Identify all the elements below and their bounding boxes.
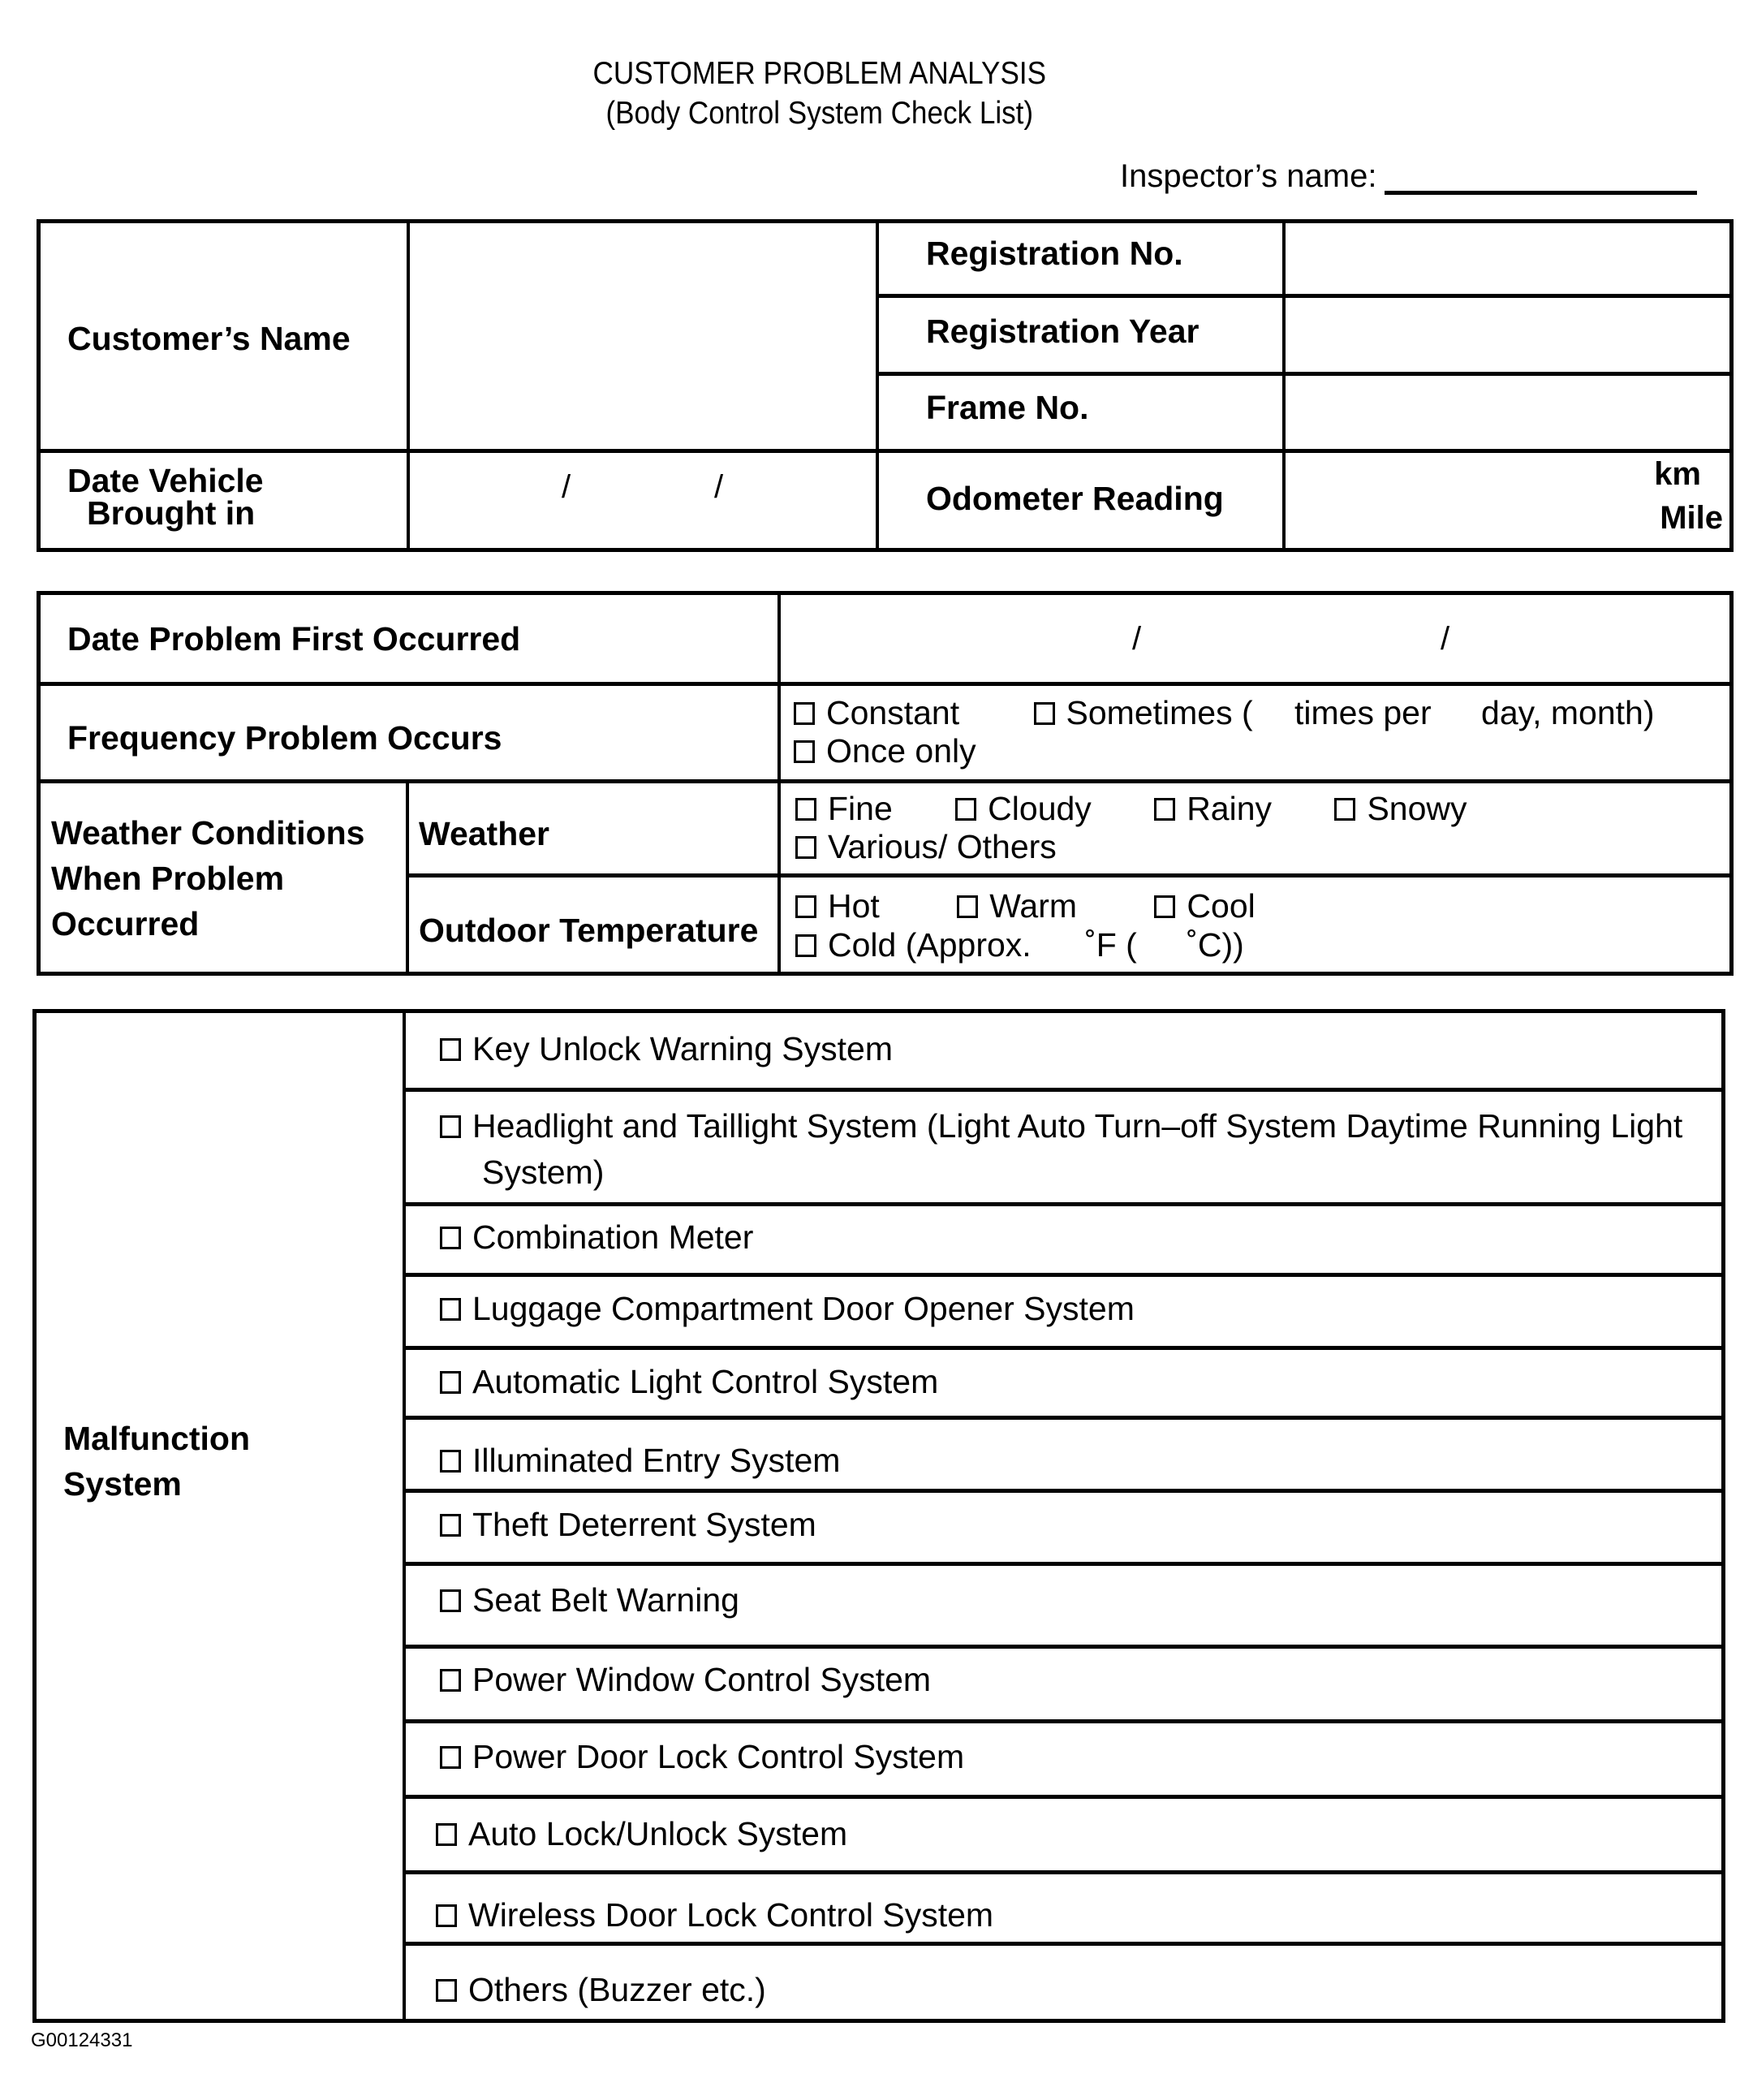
checkbox-icon[interactable] [440,1669,461,1692]
registration-year-label: Registration Year [926,313,1200,350]
fahrenheit-text: ˚F ( [1085,926,1137,964]
checkbox-icon[interactable] [795,934,816,957]
divider [1282,219,1286,552]
checkbox-icon[interactable] [440,1746,461,1769]
checkbox-icon[interactable] [440,1450,461,1473]
checkbox-icon[interactable] [1154,798,1175,821]
divider [403,1346,1725,1350]
weather-rainy-option[interactable]: Rainy [1154,789,1272,828]
form-title: CUSTOMER PROBLEM ANALYSIS [592,56,1047,91]
checkbox-icon[interactable] [436,1979,457,2002]
malfunction-item-headlight-taillight-cont: System) [482,1153,605,1191]
divider [403,1942,1725,1946]
checkbox-icon[interactable] [440,1115,461,1138]
malfunction-item-wireless-door-lock[interactable]: Wireless Door Lock Control System [436,1895,993,1934]
outdoor-temperature-label: Outdoor Temperature [419,912,759,949]
divider [876,219,879,552]
checkbox-icon[interactable] [436,1823,457,1846]
checkbox-icon[interactable] [1154,895,1175,918]
inspector-name-line[interactable] [1385,162,1697,195]
date-separator: / [1132,621,1142,657]
frequency-constant-option[interactable]: Constant [794,693,959,732]
figure-code: G00124331 [31,2029,133,2051]
weather-fine-option[interactable]: Fine [795,789,893,828]
frequency-once-only-option[interactable]: Once only [794,731,976,770]
divider [403,1273,1725,1277]
weather-label: Weather [419,815,550,852]
divider [403,1088,1725,1092]
divider [37,682,1734,686]
malfunction-item-theft-deterrent[interactable]: Theft Deterrent System [440,1505,816,1544]
checkbox-icon[interactable] [440,1589,461,1612]
checkbox-icon[interactable] [794,702,815,725]
celsius-text: ˚C)) [1187,926,1244,964]
checkbox-icon[interactable] [1334,798,1355,821]
temperature-hot-option[interactable]: Hot [795,886,880,925]
checkbox-icon[interactable] [795,798,816,821]
checkbox-icon[interactable] [440,1298,461,1321]
divider [403,1645,1725,1649]
form-subtitle: (Body Control System Check List) [605,96,1034,131]
frame-no-label: Frame No. [926,389,1089,426]
malfunction-item-automatic-light-control[interactable]: Automatic Light Control System [440,1362,938,1401]
checkbox-icon[interactable] [955,798,976,821]
date-brought-in-label: Date Vehicle Brought in [67,462,264,532]
divider [407,219,410,552]
checkbox-icon[interactable] [440,1514,461,1537]
divider [403,1795,1725,1799]
malfunction-item-combination-meter[interactable]: Combination Meter [440,1218,753,1257]
date-first-occurred-input[interactable] [782,595,1729,681]
divider [403,1202,1725,1206]
odometer-unit-mile: Mile [1660,500,1723,536]
checkbox-icon[interactable] [794,740,815,763]
checkbox-icon[interactable] [795,836,816,859]
weather-cloudy-option[interactable]: Cloudy [955,789,1092,828]
inspector-name-label: Inspector’s name: [1120,158,1377,194]
registration-no-input[interactable] [1287,223,1729,293]
malfunction-system-label: Malfunction System [63,1420,251,1503]
divider [403,1489,1725,1493]
customer-name-input[interactable] [411,223,875,449]
frequency-label: Frequency Problem Occurs [67,719,502,757]
malfunction-item-power-window[interactable]: Power Window Control System [440,1660,931,1699]
temperature-warm-option[interactable]: Warm [957,886,1077,925]
checkbox-icon[interactable] [957,895,978,918]
registration-year-input[interactable] [1287,298,1729,371]
malfunction-item-luggage-door-opener[interactable]: Luggage Compartment Door Opener System [440,1289,1135,1328]
checkbox-icon[interactable] [436,1904,457,1927]
customer-name-label: Customer’s Name [67,320,351,357]
odometer-label: Odometer Reading [926,480,1224,517]
malfunction-item-seat-belt-warning[interactable]: Seat Belt Warning [440,1580,739,1619]
malfunction-item-power-door-lock[interactable]: Power Door Lock Control System [440,1737,964,1776]
divider [37,779,1734,783]
odometer-unit-km: km [1654,456,1701,492]
date-first-occurred-label: Date Problem First Occurred [67,620,521,658]
divider [406,873,1734,878]
divider [403,1562,1725,1566]
checkbox-icon[interactable] [795,895,816,918]
checkbox-icon[interactable] [440,1227,461,1249]
day-month-text: day, month) [1481,694,1655,731]
frame-no-input[interactable] [1287,376,1729,448]
date-separator: / [562,469,571,505]
frequency-options-row1 [794,693,1655,732]
divider [403,1416,1725,1420]
temperature-cool-option[interactable]: Cool [1154,886,1255,925]
checkbox-icon[interactable] [440,1371,461,1394]
weather-options-row1 [795,789,1467,828]
odometer-input[interactable] [1287,453,1729,549]
frequency-sometimes-option[interactable]: Sometimes ( [1034,693,1253,732]
divider [406,782,409,976]
times-per-text: times per [1294,694,1432,731]
date-separator: / [714,469,724,505]
divider [777,591,781,976]
divider [403,1870,1725,1874]
registration-no-label: Registration No. [926,235,1183,272]
temperature-options-row1 [795,886,1256,925]
malfunction-item-headlight-taillight[interactable]: Headlight and Taillight System (Light Auto Turn–off System Daytime Running Light [440,1106,1682,1145]
date-brought-in-input[interactable] [411,453,875,549]
checkbox-icon[interactable] [440,1038,461,1061]
inspector-name-field[interactable] [1120,158,1697,195]
malfunction-item-others[interactable]: Others (Buzzer etc.) [436,1970,766,2009]
weather-snowy-option[interactable]: Snowy [1334,789,1467,828]
divider [403,1719,1725,1723]
date-separator: / [1441,621,1450,657]
temperature-cold-option[interactable]: Cold (Approx. ˚F ( ˚C)) [795,925,1244,964]
malfunction-item-key-unlock-warning[interactable]: Key Unlock Warning System [440,1029,893,1068]
checkbox-icon[interactable] [1034,702,1055,725]
weather-conditions-label: Weather Conditions When Problem Occurred [51,814,365,942]
malfunction-item-auto-lock-unlock[interactable]: Auto Lock/Unlock System [436,1814,847,1853]
malfunction-item-illuminated-entry[interactable]: Illuminated Entry System [440,1441,840,1480]
weather-various-option[interactable]: Various/ Others [795,827,1057,866]
